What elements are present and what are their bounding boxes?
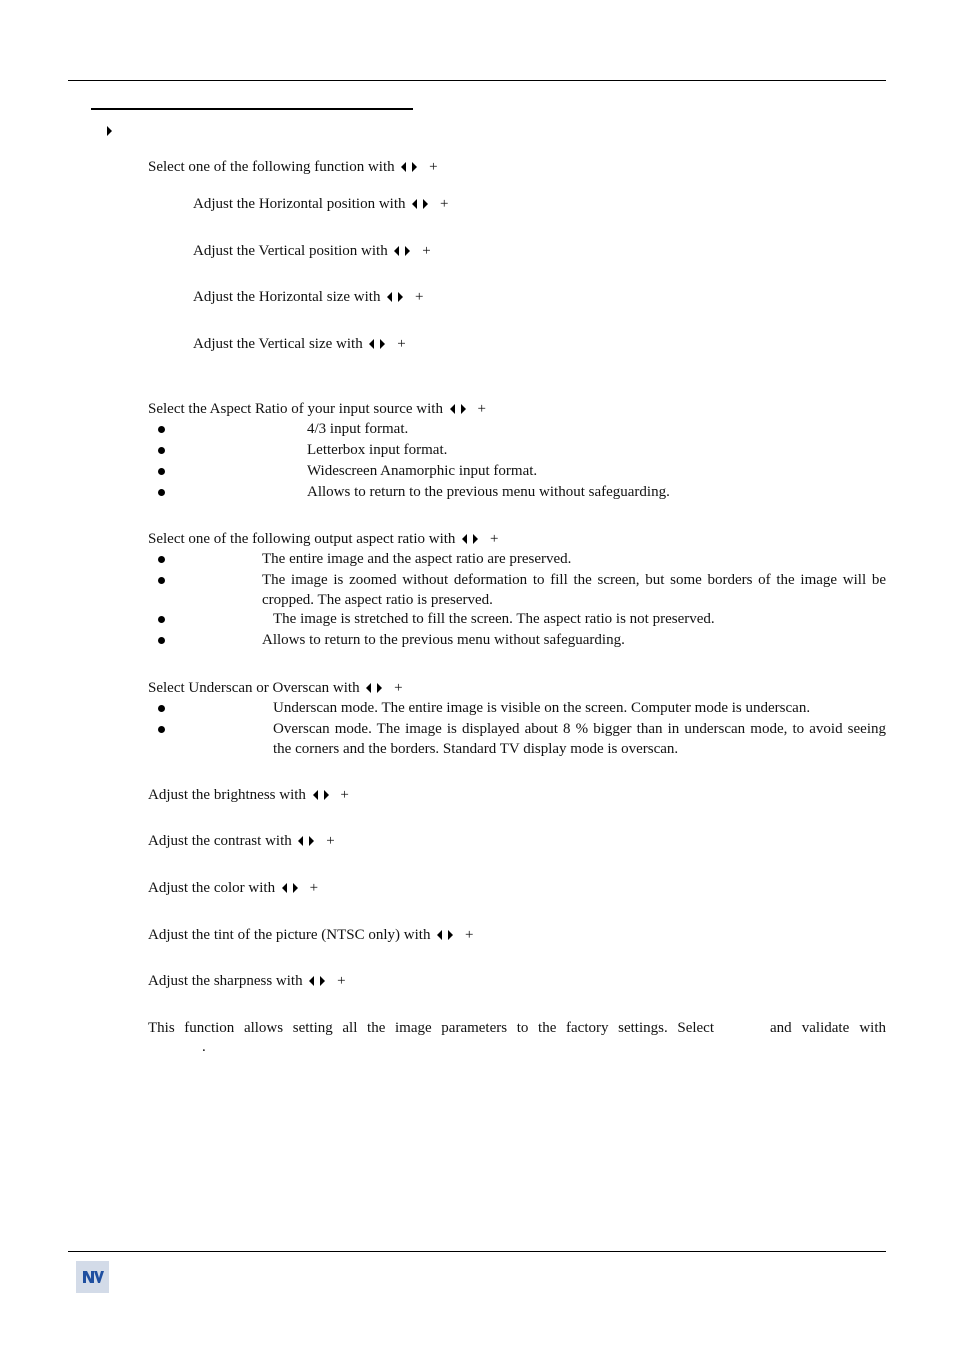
triangle-right-icon	[461, 404, 466, 414]
header-rule	[68, 80, 886, 81]
plus-symbol: +	[414, 289, 424, 305]
v-position-line: Adjust the Vertical position with +	[193, 243, 431, 259]
logo-mark-icon	[80, 1266, 106, 1288]
v-size-line: Adjust the Vertical size with +	[193, 336, 406, 352]
scan-line: Select Underscan or Overscan with +	[148, 680, 403, 696]
triangle-left-icon	[366, 683, 371, 693]
section-title-underline	[91, 108, 413, 110]
triangle-right-icon	[293, 883, 298, 893]
bullet-icon	[158, 726, 165, 733]
bullet-icon	[158, 705, 165, 712]
h-position-line: Adjust the Horizontal position with +	[193, 196, 449, 212]
factory-text-end: .	[202, 1039, 206, 1055]
triangle-left-icon	[412, 199, 417, 209]
plus-symbol: +	[337, 973, 346, 989]
plus-symbol: +	[394, 680, 403, 696]
analog-way-logo	[76, 1261, 109, 1293]
triangle-right-icon	[473, 534, 478, 544]
list-item: Widescreen Anamorphic input format.	[307, 463, 538, 479]
bullet-icon	[158, 577, 165, 584]
sharpness-line: Adjust the sharpness with +	[148, 973, 346, 989]
triangle-right-icon	[309, 836, 314, 846]
triangle-right-icon	[107, 126, 112, 136]
triangle-left-icon	[309, 976, 314, 986]
triangle-left-icon	[313, 790, 318, 800]
plus-symbol: +	[422, 243, 431, 259]
plus-symbol: +	[439, 196, 449, 212]
factory-text-validate: and validate with	[770, 1020, 886, 1036]
list-item: Allows to return to the previous menu without safeguarding.	[262, 632, 625, 648]
plus-symbol: +	[429, 159, 438, 175]
plus-symbol: +	[397, 336, 406, 352]
list-item: The entire image and the aspect ratio are preserved.	[262, 551, 572, 567]
triangle-right-icon	[320, 976, 325, 986]
bullet-icon	[158, 489, 165, 496]
list-item: Letterbox input format.	[307, 442, 448, 458]
plus-symbol: +	[477, 401, 486, 417]
triangle-right-icon	[398, 292, 403, 302]
input-aspect-line: Select the Aspect Ratio of your input source with +	[148, 401, 486, 417]
function-select-line: Select one of the following function with +	[148, 159, 438, 175]
bullet-icon	[158, 616, 165, 623]
plus-symbol: +	[309, 880, 319, 896]
triangle-left-icon	[298, 836, 303, 846]
color-line: Adjust the color with +	[148, 880, 319, 896]
triangle-right-icon	[405, 246, 410, 256]
brightness-line: Adjust the brightness with +	[148, 787, 349, 803]
list-item: Underscan mode. The entire image is visible on the screen. Computer mode is underscan.	[273, 700, 811, 716]
contrast-line: Adjust the contrast with +	[148, 833, 335, 849]
list-item: 4/3 input format.	[307, 421, 409, 437]
plus-symbol: +	[340, 787, 349, 803]
output-aspect-line: Select one of the following output aspect ratio with +	[148, 531, 499, 547]
list-item: Overscan mode. The image is displayed about 8 % bigger than in underscan mode, to avoid seeing the corners and the borders. Standard TV display mode is overscan.	[273, 721, 886, 757]
triangle-left-icon	[387, 292, 392, 302]
triangle-left-icon	[394, 246, 399, 256]
bullet-icon	[158, 468, 165, 475]
h-size-line: Adjust the Horizontal size with +	[193, 289, 424, 305]
bullet-icon	[158, 637, 165, 644]
triangle-left-icon	[450, 404, 455, 414]
footer-rule	[68, 1251, 886, 1252]
bullet-icon	[158, 426, 165, 433]
list-item: The image is stretched to fill the screen. The aspect ratio is not preserved.	[273, 611, 715, 627]
triangle-right-icon	[380, 339, 385, 349]
factory-text: This function allows setting all the image parameters to the factory settings. Select	[148, 1020, 714, 1036]
section-marker	[104, 121, 115, 141]
triangle-right-icon	[423, 199, 428, 209]
list-item: The image is zoomed without deformation to fill the screen, but some borders of the image will be cropped. The aspect ratio is preserved.	[262, 572, 886, 608]
plus-symbol: +	[464, 927, 474, 943]
tint-line: Adjust the tint of the picture (NTSC only) with +	[148, 927, 474, 943]
bullet-icon	[158, 447, 165, 454]
triangle-left-icon	[282, 883, 287, 893]
triangle-left-icon	[462, 534, 467, 544]
plus-symbol: +	[489, 531, 499, 547]
triangle-right-icon	[412, 162, 417, 172]
triangle-right-icon	[448, 930, 453, 940]
bullet-icon	[158, 556, 165, 563]
triangle-right-icon	[377, 683, 382, 693]
list-item: Allows to return to the previous menu without safeguarding.	[307, 484, 670, 500]
triangle-right-icon	[324, 790, 329, 800]
triangle-left-icon	[437, 930, 442, 940]
triangle-left-icon	[369, 339, 374, 349]
triangle-left-icon	[401, 162, 406, 172]
plus-symbol: +	[326, 833, 335, 849]
